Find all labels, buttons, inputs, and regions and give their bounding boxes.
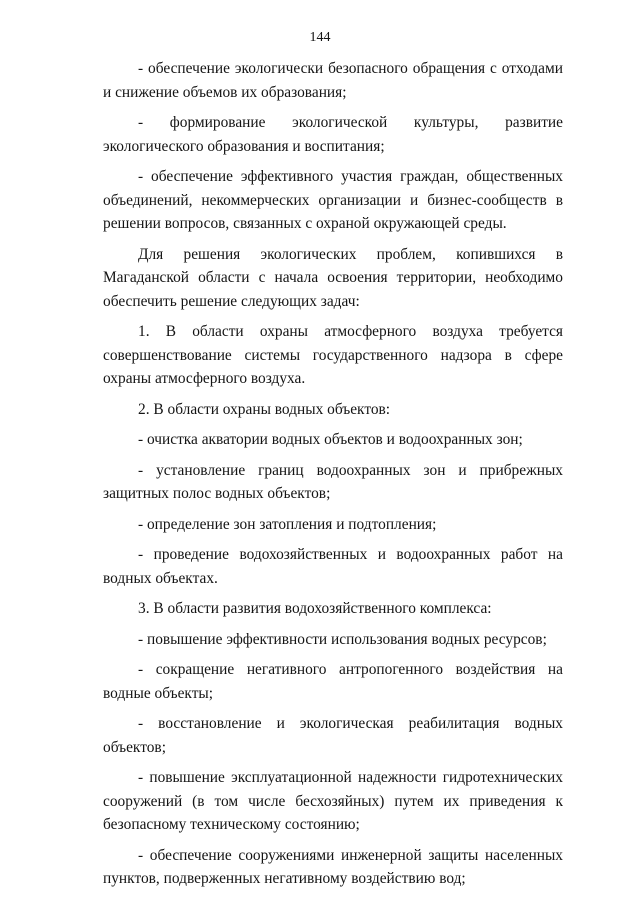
- paragraph: - восстановление и экологическая реабилитация водных объектов;: [103, 715, 563, 756]
- paragraph: - повышение эксплуатационной надежности гидротехнических сооружений (в том числе бесхозяйных) путем их приведения к безопасному техническому состоянию;: [103, 769, 563, 833]
- paragraph: - сокращение негативного антропогенного воздействия на водные объекты;: [103, 661, 563, 702]
- paragraph: 1. В области охраны атмосферного воздуха требуется совершенствование системы государственного надзора в сфере охраны атмосферного воздуха.: [103, 323, 563, 387]
- page-number: 144: [309, 30, 331, 45]
- paragraph: - формирование экологической культуры, развитие экологического образования и воспитания;: [103, 114, 563, 155]
- paragraph: - обеспечение эффективного участия граждан, общественных объединений, некоммерческих организации и бизнес-сообществ в решении вопросов, связанных с охраной окружающей среды.: [103, 168, 563, 232]
- paragraph: 3. В области развития водохозяйственного комплекса:: [138, 600, 492, 617]
- paragraph: - обеспечение сооружениями инженерной защиты населенных пунктов, подверженных негативному воздействию вод;: [103, 846, 563, 887]
- paragraph: - повышение эффективности использования водных ресурсов;: [138, 630, 547, 648]
- paragraph: Для решения экологических проблем, копившихся в Магаданской области с начала освоения территории, необходимо обеспечить решение следующих задач:: [103, 245, 563, 310]
- paragraph: - установление границ водоохранных зон и прибрежных защитных полос водных объектов;: [103, 461, 563, 502]
- paragraph: - проведение водохозяйственных и водоохранных работ на водных объектах.: [103, 546, 563, 587]
- document-body: [103, 57, 563, 898]
- paragraph: 2. В области охраны водных объектов:: [138, 400, 391, 418]
- paragraph: - определение зон затопления и подтопления;: [138, 515, 437, 533]
- paragraph: - очистка акватории водных объектов и водоохранных зон;: [138, 431, 523, 448]
- paragraph: - обеспечение экологически безопасного обращения с отходами и снижение объемов их образования;: [103, 60, 563, 101]
